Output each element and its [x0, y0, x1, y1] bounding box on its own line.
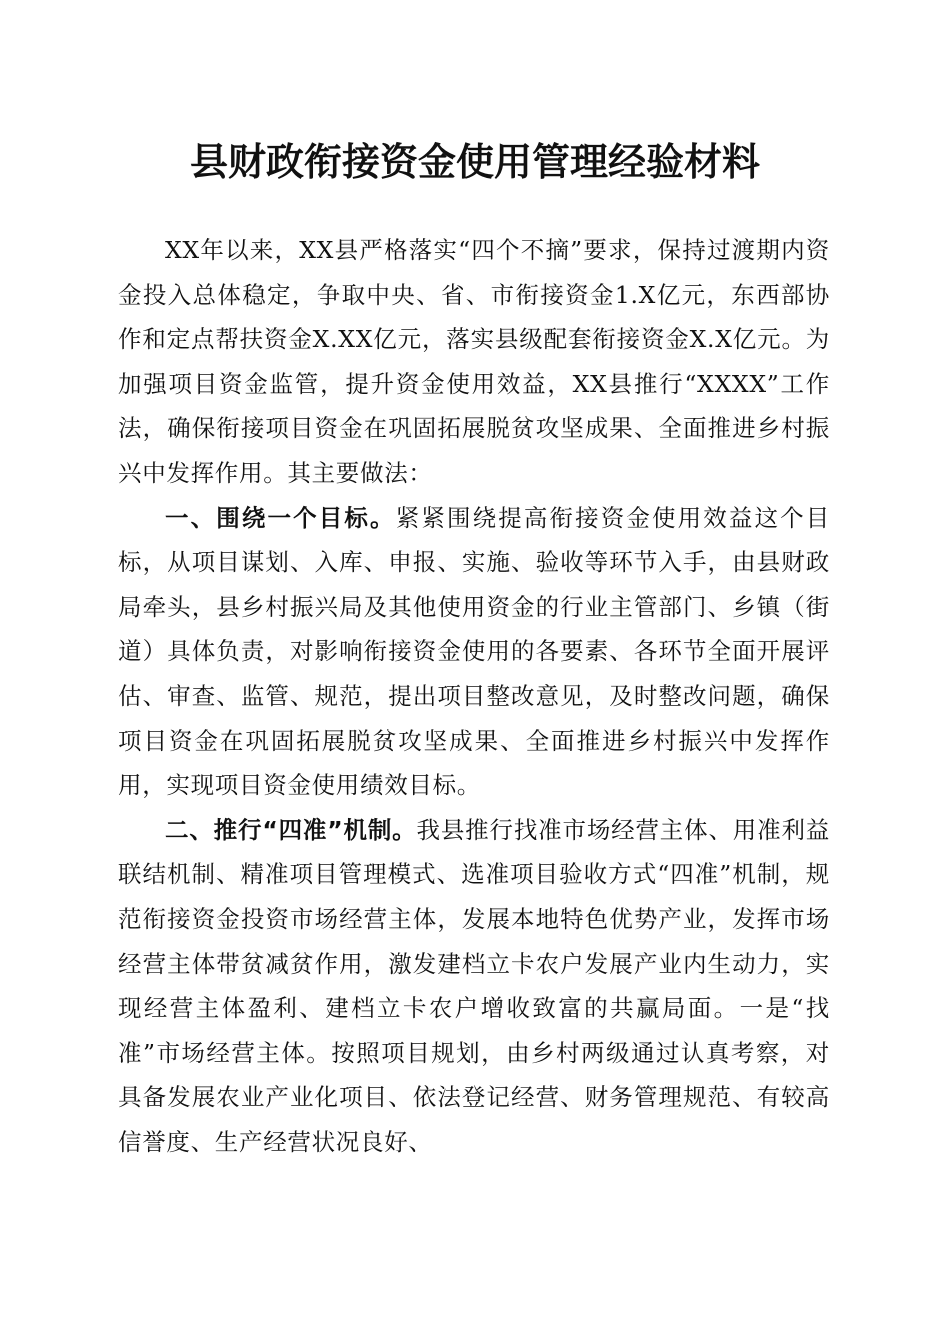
paragraph-text: 紧紧围绕提高衔接资金使用效益这个目标，从项目谋划、入库、申报、实施、验收等环节入手，由县财政局牵头，县乡村振兴局及其他使用资金的行业主管部门、乡镇（街道）具体负责，对影响衔接资金使用的各要素、各环节全面开展评估、审查、监管、规范，提出项目整改意见，及时整改问题，确保项目资金在巩固拓展脱贫攻坚成果、全面推进乡村振兴中发挥作用，实现项目资金使用绩效目标。 — [118, 503, 830, 800]
section-heading-1: 一、围绕一个目标。 — [165, 503, 396, 532]
paragraph-intro — [118, 228, 830, 496]
document-body — [118, 228, 830, 1164]
document-title: 县财政衔接资金使用管理经验材料 — [189, 139, 760, 184]
paragraph-text: 我县推行找准市场经营主体、用准利益联结机制、精准项目管理模式、选准项目验收方式“四准”机制，规范衔接资金投资市场经营主体，发展本地特色优势产业，发挥市场经营主体带贫减贫作用，激发建档立卡农户发展产业内生动力，实现经营主体盈利、建档立卡农户增收致富的共赢局面。一是“找准”市场经营主体。按照项目规划，由乡村两级通过认真考察，对具备发展农业产业化项目、依法登记经营、财务管理规范、有较高信誉度、生产经营状况良好、 — [118, 815, 830, 1156]
paragraph-section-1 — [118, 496, 830, 808]
paragraph-text: XX年以来，XX县严格落实“四个不摘”要求，保持过渡期内资金投入总体稳定，争取中央、省、市衔接资金1.X亿元，东西部协作和定点帮扶资金X.XX亿元，落实县级配套衔接资金X.X亿元。为加强项目资金监管，提升资金使用效益，XX县推行“XXXX”工作法，确保衔接项目资金在巩固拓展脱贫攻坚成果、全面推进乡村振兴中发挥作用。其主要做法： — [118, 236, 830, 487]
section-heading-2: 二、推行“四准”机制。 — [165, 815, 417, 844]
paragraph-section-2 — [118, 808, 830, 1165]
